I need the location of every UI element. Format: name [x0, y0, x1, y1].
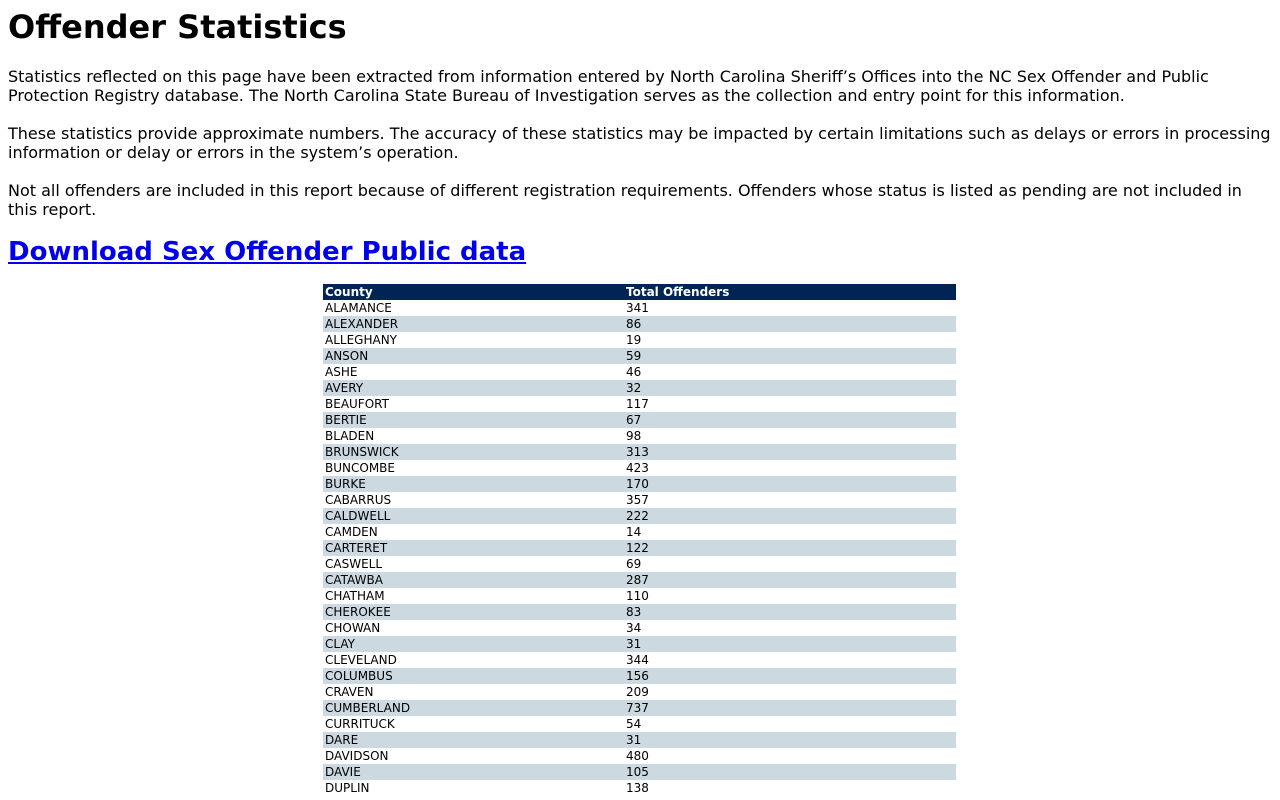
table-row [323, 396, 956, 412]
table-row [323, 668, 956, 684]
total-offenders-cell: 117 [624, 396, 956, 412]
county-cell: ALAMANCE [323, 300, 624, 316]
county-cell: ALLEGHANY [323, 332, 624, 348]
table-row [323, 348, 956, 364]
total-offenders-cell: 59 [624, 348, 956, 364]
total-offenders-cell: 98 [624, 428, 956, 444]
table-row [323, 444, 956, 460]
table-row [323, 588, 956, 604]
total-offenders-cell: 67 [624, 412, 956, 428]
table-row [323, 556, 956, 572]
county-cell: ANSON [323, 348, 624, 364]
total-offenders-cell: 122 [624, 540, 956, 556]
total-offenders-cell: 69 [624, 556, 956, 572]
table-row [323, 300, 956, 316]
total-offenders-cell: 86 [624, 316, 956, 332]
table-row [323, 428, 956, 444]
county-cell: CAMDEN [323, 524, 624, 540]
total-offenders-cell: 170 [624, 476, 956, 492]
table-row [323, 780, 956, 796]
table-row [323, 652, 956, 668]
exclusion-paragraph: Not all offenders are included in this report because of different registration requirements. Offenders whose status is listed as pending are not included in this report. [8, 181, 1242, 219]
county-cell: CARTERET [323, 540, 624, 556]
table-row [323, 380, 956, 396]
table-row [323, 684, 956, 700]
county-cell: BUNCOMBE [323, 460, 624, 476]
county-cell: DUPLIN [323, 780, 624, 796]
table-header-row [323, 284, 956, 300]
total-offenders-cell: 83 [624, 604, 956, 620]
total-offenders-cell: 423 [624, 460, 956, 476]
table-row [323, 764, 956, 780]
accuracy-paragraph: These statistics provide approximate numbers. The accuracy of these statistics may be impacted by certain limitations such as delays or errors in processing information or delay or errors in the system’s operation. [8, 124, 1271, 162]
table-row [323, 540, 956, 556]
table-row [323, 524, 956, 540]
county-cell: CABARRUS [323, 492, 624, 508]
county-cell: BURKE [323, 476, 624, 492]
table-row [323, 508, 956, 524]
county-cell: DAVIE [323, 764, 624, 780]
county-cell: CLAY [323, 636, 624, 652]
county-cell: BEAUFORT [323, 396, 624, 412]
table-row [323, 332, 956, 348]
county-cell: CUMBERLAND [323, 700, 624, 716]
table-row [323, 604, 956, 620]
table-row [323, 748, 956, 764]
intro-paragraph: Statistics reflected on this page have been extracted from information entered by North Carolina Sheriff’s Offices into the NC Sex Offender and Public Protection Registry database. The North Carolina State Bureau of Investigation serves as the collection and entry point for this information. [8, 67, 1209, 105]
table-row [323, 620, 956, 636]
total-offenders-cell: 313 [624, 444, 956, 460]
table-row [323, 716, 956, 732]
county-cell: BLADEN [323, 428, 624, 444]
table-row [323, 460, 956, 476]
county-cell: DARE [323, 732, 624, 748]
table-row [323, 476, 956, 492]
total-offenders-cell: 31 [624, 636, 956, 652]
county-cell: AVERY [323, 380, 624, 396]
total-offenders-cell: 32 [624, 380, 956, 396]
total-offenders-cell: 54 [624, 716, 956, 732]
county-cell: BRUNSWICK [323, 444, 624, 460]
total-offenders-cell: 31 [624, 732, 956, 748]
total-offenders-cell: 344 [624, 652, 956, 668]
county-cell: CRAVEN [323, 684, 624, 700]
county-cell: COLUMBUS [323, 668, 624, 684]
total-offenders-cell: 156 [624, 668, 956, 684]
total-offenders-cell: 46 [624, 364, 956, 380]
county-cell: CLEVELAND [323, 652, 624, 668]
total-offenders-cell: 105 [624, 764, 956, 780]
county-cell: ASHE [323, 364, 624, 380]
table-row [323, 572, 956, 588]
county-cell: CURRITUCK [323, 716, 624, 732]
total-offenders-cell: 222 [624, 508, 956, 524]
county-cell: CASWELL [323, 556, 624, 572]
table-row [323, 492, 956, 508]
table-row [323, 316, 956, 332]
total-offenders-cell: 209 [624, 684, 956, 700]
county-cell: CALDWELL [323, 508, 624, 524]
column-header-county[interactable]: County [323, 284, 624, 300]
total-offenders-cell: 287 [624, 572, 956, 588]
total-offenders-cell: 341 [624, 300, 956, 316]
page-title: Offender Statistics [8, 8, 347, 46]
total-offenders-cell: 19 [624, 332, 956, 348]
county-cell: CATAWBA [323, 572, 624, 588]
county-cell: CHATHAM [323, 588, 624, 604]
total-offenders-cell: 110 [624, 588, 956, 604]
offender-statistics-table [323, 284, 956, 796]
total-offenders-cell: 14 [624, 524, 956, 540]
column-header-total-offenders[interactable]: Total Offenders [624, 284, 956, 300]
county-cell: BERTIE [323, 412, 624, 428]
total-offenders-cell: 737 [624, 700, 956, 716]
table-row [323, 732, 956, 748]
total-offenders-cell: 357 [624, 492, 956, 508]
download-data-link[interactable]: Download Sex Offender Public data [8, 237, 527, 267]
total-offenders-cell: 480 [624, 748, 956, 764]
table-row [323, 412, 956, 428]
county-cell: ALEXANDER [323, 316, 624, 332]
county-cell: CHEROKEE [323, 604, 624, 620]
county-cell: DAVIDSON [323, 748, 624, 764]
total-offenders-cell: 34 [624, 620, 956, 636]
total-offenders-cell: 138 [624, 780, 956, 796]
table-row [323, 636, 956, 652]
table-row [323, 364, 956, 380]
table-body [323, 300, 956, 796]
county-cell: CHOWAN [323, 620, 624, 636]
table-row [323, 700, 956, 716]
